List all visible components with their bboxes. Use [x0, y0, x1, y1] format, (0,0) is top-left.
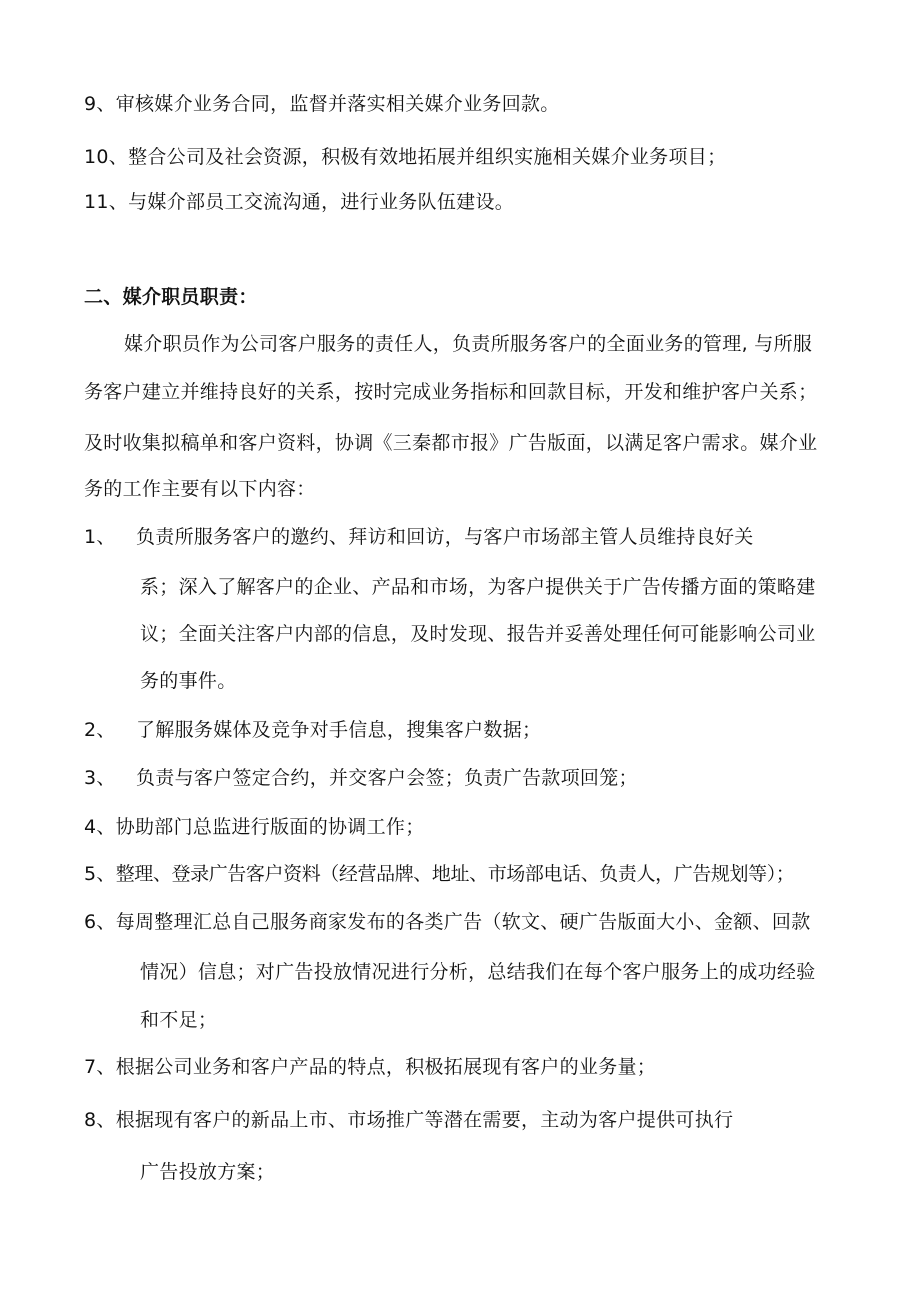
duty-continuation: 务的事件。 — [140, 670, 237, 692]
item-text: 负责所服务客户的邀约、拜访和回访，与客户市场部主管人员维持良好关 — [136, 526, 754, 548]
item-text: 审核媒介业务合同，监督并落实相关媒介业务回款。 — [115, 93, 560, 115]
duty-item — [84, 1108, 733, 1132]
item-number: 3、 — [84, 767, 116, 789]
item-text: 根据公司业务和客户产品的特点，积极拓展现有客户的业务量； — [115, 1056, 657, 1078]
item-text: 负责与客户签定合约，并交客户会签；负责广告款项回笼； — [136, 767, 638, 789]
item-number: 10、 — [84, 146, 129, 168]
item-number: 7、 — [84, 1056, 116, 1078]
section-heading: 二、媒介职员职责： — [84, 286, 258, 308]
item-number: 4、 — [84, 816, 116, 838]
duty-continuation: 广告投放方案； — [140, 1161, 276, 1183]
duty-continuation: 议；全面关注客户内部的信息，及时发现、报告并妥善处理任何可能影响公司业 — [140, 623, 816, 645]
item-text: 协助部门总监进行版面的协调工作； — [115, 816, 425, 838]
item-number: 1、 — [84, 526, 116, 548]
duty-continuation: 和不足； — [140, 1009, 218, 1031]
item-text: 与媒介部员工交流沟通，进行业务队伍建设。 — [128, 191, 515, 213]
duty-continuation: 系；深入了解客户的企业、产品和市场，为客户提供关于广告传播方面的策略建 — [140, 576, 816, 598]
item-text: 每周整理汇总自己服务商家发布的各类广告（软文、硬广告版面大小、金额、回款 — [115, 911, 811, 933]
paragraph-line: 媒介职员作为公司客户服务的责任人，负责所服务客户的全面业务的管理, 与所服 — [124, 333, 813, 355]
list-item — [84, 145, 726, 169]
duty-item — [84, 815, 425, 839]
duty-continuation: 情况）信息；对广告投放情况进行分析，总结我们在每个客户服务上的成功经验 — [140, 961, 816, 983]
paragraph-line: 及时收集拟稿单和客户资料，协调《三秦都市报》广告版面，以满足客户需求。媒介业 — [84, 432, 818, 454]
item-number: 6、 — [84, 911, 116, 933]
item-text: 整理、登录广告客户资料（经营品牌、地址、市场部电话、负责人，广告规划等）； — [115, 863, 795, 885]
item-text: 了解服务媒体及竞争对手信息，搜集客户数据； — [136, 719, 542, 741]
item-number: 5、 — [84, 863, 116, 885]
paragraph-line: 务客户建立并维持良好的关系，按时完成业务指标和回款目标，开发和维护客户关系； — [84, 381, 818, 403]
item-number: 8、 — [84, 1109, 116, 1131]
duty-item — [84, 862, 794, 886]
item-text: 整合公司及社会资源，积极有效地拓展并组织实施相关媒介业务项目； — [128, 146, 727, 168]
list-item — [84, 190, 514, 214]
duty-item — [84, 525, 754, 549]
item-number: 11、 — [84, 191, 129, 213]
item-text: 根据现有客户的新品上市、市场推广等潜在需要，主动为客户提供可执行 — [115, 1109, 734, 1131]
duty-item — [84, 766, 638, 790]
item-number: 2、 — [84, 719, 116, 741]
list-item — [84, 92, 560, 116]
item-number: 9、 — [84, 93, 116, 115]
duty-item — [84, 718, 541, 742]
duty-item — [84, 1055, 656, 1079]
paragraph-line: 务的工作主要有以下内容： — [84, 478, 316, 500]
duty-item — [84, 910, 811, 934]
